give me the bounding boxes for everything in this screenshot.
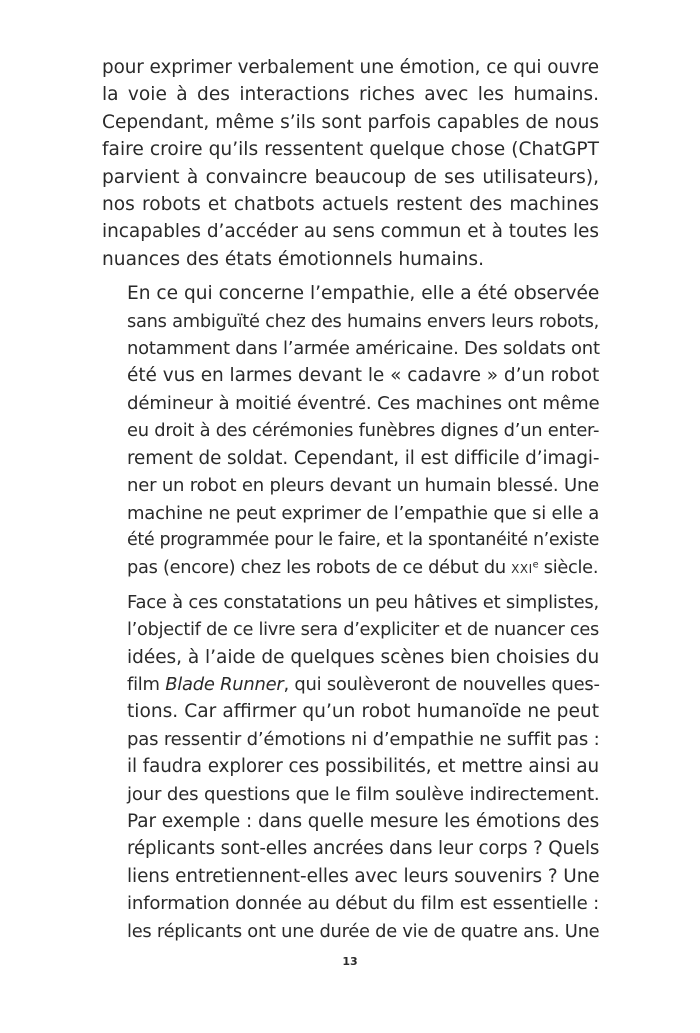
- text-line: été programmée pour le faire, et la spontanéité n’existe: [127, 529, 599, 550]
- text-line: l’objectif de ce livre sera d’expliciter et de nuancer ces: [127, 619, 599, 641]
- text-line: sans ambiguïté chez des humains envers leurs robots,: [127, 310, 599, 332]
- text-line: Par exemple : dans quelle mesure les émotions des: [127, 810, 600, 832]
- text-line: rement de soldat. Cependant, il est difficile d’imagi-: [127, 447, 600, 469]
- page-number: 13: [342, 955, 358, 968]
- text-line: la voie à des interactions riches avec les humains.: [102, 84, 599, 106]
- text-fragment: film: [127, 673, 166, 695]
- body-text: [102, 54, 599, 945]
- text-line: information donnée au début du film est essentielle :: [127, 893, 600, 915]
- text-line: tions. Car affirmer qu’un robot humanoïde ne peut: [127, 701, 599, 723]
- text-line: notamment dans l’armée américaine. Des soldats ont: [127, 338, 600, 360]
- film-title: Blade Runner: [165, 673, 284, 695]
- text-line: machine ne peut exprimer de l’empathie que si elle a: [127, 502, 600, 524]
- text-line: Face à ces constatations un peu hâtives et simplistes,: [127, 591, 599, 613]
- text-line: idées, à l’aide de quelques scènes bien choisies du: [127, 646, 600, 668]
- text-line: été vus en larmes devant le « cadavre » d’un robot: [127, 365, 600, 387]
- text-fragment: siècle.: [538, 557, 599, 579]
- text-line: réplicants sont-elles ancrées dans leur corps ? Quels: [127, 838, 600, 860]
- text-line: liens entretiennent-elles avec leurs souvenirs ? Une: [127, 865, 600, 887]
- text-line: ner un robot en pleurs devant un humain blessé. Une: [127, 475, 600, 497]
- paragraph-2: [102, 280, 599, 581]
- text-line: eu droit à des cérémonies funèbres dignes d’un enter-: [127, 420, 600, 442]
- text-line: [102, 671, 599, 698]
- paragraph-1: [102, 54, 599, 273]
- text-line: faire croire qu’ils ressentent quelque chose (ChatGPT: [102, 139, 599, 161]
- century-numeral: xxi: [511, 557, 533, 579]
- text-line: incapables d’accéder au sens commun et à toutes les: [102, 221, 599, 243]
- text-line: parvient à convaincre beaucoup de ses utilisateurs),: [102, 166, 599, 188]
- text-fragment: pas (encore) chez les robots de ce début du: [127, 557, 512, 579]
- text-line: [102, 554, 599, 581]
- century-superscript: e: [532, 559, 539, 571]
- text-line: nos robots et chatbots actuels restent des machines: [102, 194, 599, 216]
- text-line: il faudra explorer ces possibilités, et mettre ainsi au: [127, 756, 599, 778]
- text-line: pas ressentir d’émotions ni d’empathie ne suffit pas :: [127, 728, 600, 750]
- text-line: jour des questions que le film soulève indirectement.: [127, 783, 600, 805]
- text-line: En ce qui concerne l’empathie, elle a été observée: [127, 283, 600, 305]
- paragraph-3: [102, 589, 599, 945]
- text-line: démineur à moitié éventré. Ces machines ont même: [127, 392, 600, 414]
- text-line: pour exprimer verbalement une émotion, ce qui ouvre: [102, 57, 599, 78]
- text-line: Cependant, même s’ils sont parfois capables de nous: [102, 111, 599, 133]
- text-fragment: , qui soulèveront de nouvelles ques-: [283, 673, 600, 695]
- text-line: les réplicants ont une durée de vie de quatre ans. Une: [127, 920, 600, 942]
- text-line: nuances des états émotionnels humains.: [102, 248, 485, 270]
